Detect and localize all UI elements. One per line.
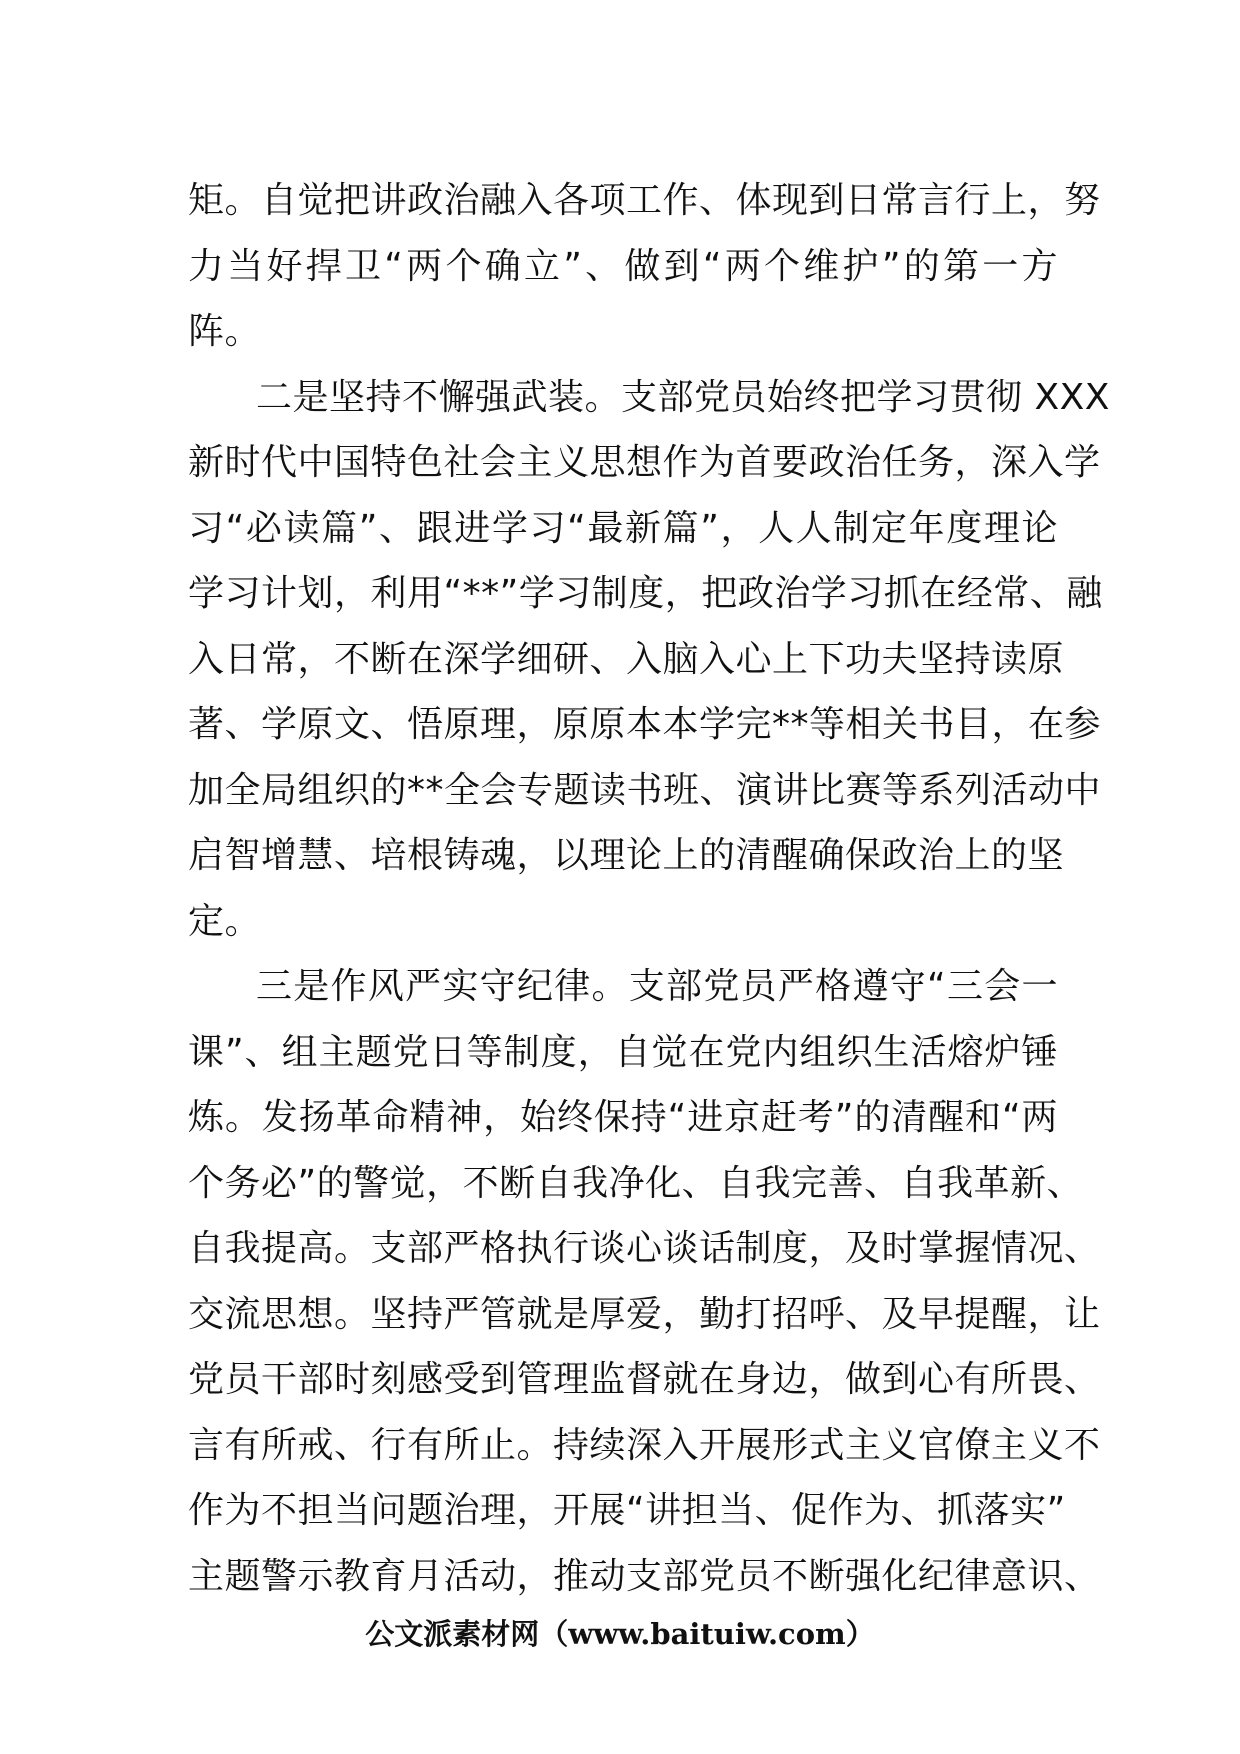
text-line: 矩。自觉把讲政治融入各项工作、体现到日常言行上，努 <box>188 180 1101 221</box>
text-line: 个务必”的警觉，不断自我净化、自我完善、自我革新、 <box>188 1162 1084 1204</box>
text-line: 著、学原文、悟原理，原原本本学完**等相关书目，在参 <box>188 704 1102 745</box>
text-line: 课”、组主题党日等制度，自觉在党内组织生活熔炉锤 <box>188 1031 1058 1073</box>
text-line: 加全局组织的**全会专题读书班、演讲比赛等系列活动中 <box>188 769 1102 811</box>
text-line: 炼。发扬革命精神，始终保持“进京赶考”的清醒和“两 <box>188 1097 1058 1138</box>
text-line: 自我提高。支部严格执行谈心谈话制度，及时掌握情况、 <box>188 1228 1101 1269</box>
body-text <box>188 168 1110 1609</box>
text-line: 启智增慧、培根铸魂，以理论上的清醒确保政治上的坚 <box>188 835 1065 876</box>
text-line: 言有所戒、行有所止。持续深入开展形式主义官僚主义不 <box>188 1424 1101 1466</box>
text-line: 力当好捍卫“两个确立”、做到“两个维护”的第一方 <box>188 245 1058 287</box>
text-line: 二是坚持不懈强武装。支部党员始终把学习贯彻 XXX <box>256 376 1110 418</box>
text-line: 主题警示教育月活动，推动支部党员不断强化纪律意识、 <box>188 1555 1101 1597</box>
text-line: 新时代中国特色社会主义思想作为首要政治任务，深入学 <box>188 442 1101 483</box>
text-line: 交流思想。坚持严管就是厚爱，勤打招呼、及早提醒，让 <box>188 1293 1101 1335</box>
text-line: 阵。 <box>188 311 262 352</box>
footer-watermark: 公文派素材网（www.baituiw.com） <box>365 1617 875 1651</box>
text-line: 定。 <box>188 900 262 942</box>
text-line: 党员干部时刻感受到管理监督就在身边，做到心有所畏、 <box>188 1359 1101 1400</box>
text-line: 作为不担当问题治理，开展“讲担当、促作为、抓落实” <box>188 1490 1066 1531</box>
text-line: 三是作风严实守纪律。支部党员严格遵守“三会一 <box>256 966 1058 1007</box>
text-line: 入日常，不断在深学细研、入脑入心上下功夫坚持读原 <box>188 638 1065 680</box>
text-line: 习“必读篇”、跟进学习“最新篇”，人人制定年度理论 <box>188 507 1058 549</box>
text-line: 学习计划，利用“**”学习制度，把政治学习抓在经常、融 <box>188 573 1103 614</box>
